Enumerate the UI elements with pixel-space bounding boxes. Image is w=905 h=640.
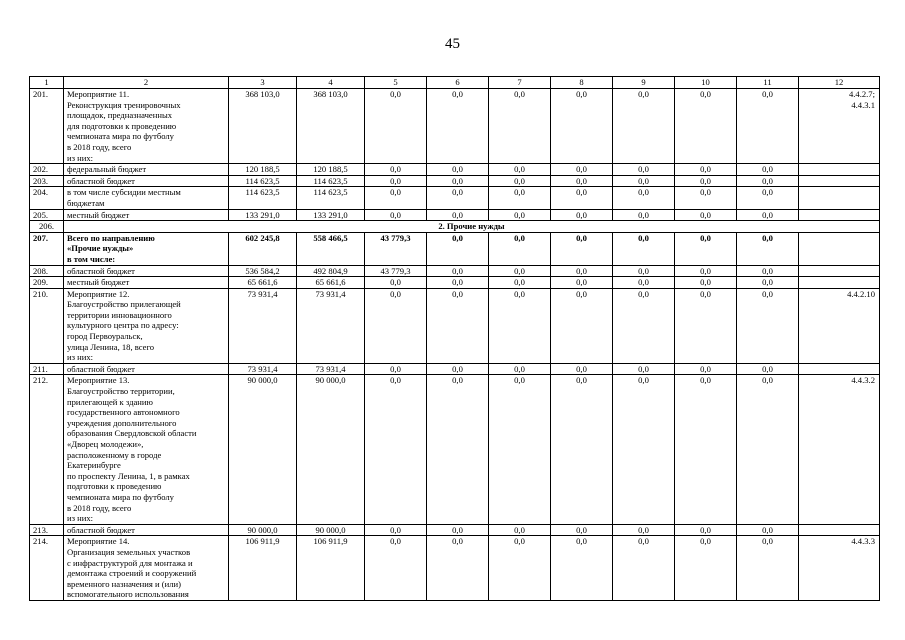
value-cell: 0,0	[613, 288, 675, 363]
value-cell: 0,0	[613, 232, 675, 265]
table-row	[30, 164, 880, 176]
value-cell: 0,0	[675, 277, 737, 289]
value-cell: 0,0	[675, 175, 737, 187]
value-cell: 0,0	[365, 175, 427, 187]
value-cell: 492 804,9	[297, 265, 365, 277]
value-cell: 0,0	[737, 187, 799, 209]
value-cell: 0,0	[427, 164, 489, 176]
column-header: 4	[297, 77, 365, 89]
column-header: 9	[613, 77, 675, 89]
value-cell: 0,0	[427, 187, 489, 209]
row-name: Мероприятие 12. Благоустройство прилегающей территории инновационного культурного центра по адресу: город Первоуральск, улица Ленина, 18, всего из них:	[64, 288, 229, 363]
row-name: областной бюджет	[64, 265, 229, 277]
value-cell: 0,0	[427, 89, 489, 164]
value-cell: 0,0	[551, 164, 613, 176]
value-cell: 114 623,5	[229, 187, 297, 209]
value-cell: 0,0	[551, 524, 613, 536]
value-cell: 0,0	[675, 187, 737, 209]
value-cell: 73 931,4	[229, 363, 297, 375]
value-cell: 114 623,5	[297, 175, 365, 187]
value-cell: 0,0	[365, 363, 427, 375]
value-cell: 90 000,0	[297, 524, 365, 536]
row-number: 205.	[30, 209, 64, 221]
reference-cell	[799, 277, 880, 289]
value-cell: 0,0	[613, 363, 675, 375]
value-cell: 0,0	[675, 536, 737, 601]
value-cell: 0,0	[427, 175, 489, 187]
value-cell: 90 000,0	[297, 375, 365, 524]
value-cell: 0,0	[427, 536, 489, 601]
value-cell: 0,0	[427, 277, 489, 289]
value-cell: 0,0	[737, 209, 799, 221]
value-cell: 0,0	[675, 232, 737, 265]
value-cell: 0,0	[489, 164, 551, 176]
row-name: областной бюджет	[64, 524, 229, 536]
value-cell: 0,0	[427, 232, 489, 265]
value-cell: 0,0	[551, 209, 613, 221]
row-name: Мероприятие 13. Благоустройство территории, прилегающей к зданию государственного автономного учреждения дополнительного образования Свердловской области «Дворец молодежи», расположенному в городе Екатеринбурге по проспекту Ленина, 1, в рамках подготовки к проведению чемпионата мира по футболу в 2018 году, всего из них:	[64, 375, 229, 524]
column-header: 11	[737, 77, 799, 89]
row-name: федеральный бюджет	[64, 164, 229, 176]
table-row	[30, 536, 880, 601]
reference-cell: 4.4.3.3	[799, 536, 880, 601]
row-name: в том числе субсидии местным бюджетам	[64, 187, 229, 209]
value-cell: 106 911,9	[297, 536, 365, 601]
value-cell: 0,0	[737, 363, 799, 375]
table-row	[30, 288, 880, 363]
value-cell: 0,0	[489, 265, 551, 277]
table-row	[30, 232, 880, 265]
value-cell: 0,0	[675, 288, 737, 363]
reference-cell	[799, 232, 880, 265]
value-cell: 0,0	[551, 288, 613, 363]
table-row	[30, 524, 880, 536]
value-cell: 0,0	[737, 288, 799, 363]
row-name: местный бюджет	[64, 209, 229, 221]
row-name: областной бюджет	[64, 175, 229, 187]
row-name: Всего по направлению «Прочие нужды» в том числе:	[64, 232, 229, 265]
value-cell: 114 623,5	[297, 187, 365, 209]
value-cell: 0,0	[551, 265, 613, 277]
value-cell: 602 245,8	[229, 232, 297, 265]
value-cell: 558 466,5	[297, 232, 365, 265]
row-number: 214.	[30, 536, 64, 601]
value-cell: 0,0	[489, 89, 551, 164]
value-cell: 0,0	[489, 277, 551, 289]
value-cell: 0,0	[489, 363, 551, 375]
value-cell: 0,0	[365, 89, 427, 164]
value-cell: 0,0	[365, 288, 427, 363]
value-cell: 0,0	[489, 187, 551, 209]
column-header: 3	[229, 77, 297, 89]
table-row	[30, 187, 880, 209]
row-name: Мероприятие 14. Организация земельных участков с инфраструктурой для монтажа и демонтажа строений и сооружений временного назначения и (или) вспомогательного использования	[64, 536, 229, 601]
value-cell: 0,0	[551, 89, 613, 164]
row-name: местный бюджет	[64, 277, 229, 289]
value-cell: 0,0	[551, 232, 613, 265]
row-number: 202.	[30, 164, 64, 176]
value-cell: 0,0	[489, 232, 551, 265]
value-cell: 0,0	[365, 164, 427, 176]
section-row	[30, 221, 880, 233]
value-cell: 133 291,0	[229, 209, 297, 221]
value-cell: 0,0	[365, 187, 427, 209]
value-cell: 0,0	[675, 524, 737, 536]
value-cell: 0,0	[737, 232, 799, 265]
value-cell: 0,0	[489, 288, 551, 363]
value-cell: 0,0	[675, 164, 737, 176]
column-header: 10	[675, 77, 737, 89]
value-cell: 0,0	[613, 375, 675, 524]
row-name: Мероприятие 11. Реконструкция тренировочных площадок, предназначенных для подготовки к проведению чемпионата мира по футболу в 2018 году, всего из них:	[64, 89, 229, 164]
value-cell: 0,0	[613, 187, 675, 209]
value-cell: 0,0	[427, 375, 489, 524]
value-cell: 0,0	[551, 363, 613, 375]
value-cell: 0,0	[365, 536, 427, 601]
value-cell: 0,0	[551, 536, 613, 601]
value-cell: 133 291,0	[297, 209, 365, 221]
value-cell: 43 779,3	[365, 232, 427, 265]
reference-cell	[799, 175, 880, 187]
table-row	[30, 209, 880, 221]
row-number: 213.	[30, 524, 64, 536]
value-cell: 0,0	[365, 277, 427, 289]
value-cell: 0,0	[551, 187, 613, 209]
table-row	[30, 89, 880, 164]
value-cell: 368 103,0	[229, 89, 297, 164]
value-cell: 0,0	[427, 363, 489, 375]
value-cell: 0,0	[737, 277, 799, 289]
value-cell: 0,0	[675, 89, 737, 164]
row-number: 207.	[30, 232, 64, 265]
value-cell: 0,0	[613, 524, 675, 536]
value-cell: 43 779,3	[365, 265, 427, 277]
value-cell: 0,0	[613, 277, 675, 289]
reference-cell: 4.4.3.2	[799, 375, 880, 524]
value-cell: 0,0	[551, 277, 613, 289]
value-cell: 65 661,6	[297, 277, 365, 289]
value-cell: 0,0	[613, 89, 675, 164]
page-number: 45	[445, 36, 460, 52]
column-header: 5	[365, 77, 427, 89]
column-header: 7	[489, 77, 551, 89]
table-body-bottom	[30, 232, 880, 600]
reference-cell	[799, 209, 880, 221]
value-cell: 0,0	[613, 265, 675, 277]
row-number: 201.	[30, 89, 64, 164]
value-cell: 0,0	[427, 265, 489, 277]
section-title: 2. Прочие нужды	[64, 221, 880, 233]
column-header: 8	[551, 77, 613, 89]
value-cell: 0,0	[365, 375, 427, 524]
value-cell: 114 623,5	[229, 175, 297, 187]
column-header: 1	[30, 77, 64, 89]
row-number: 211.	[30, 363, 64, 375]
value-cell: 0,0	[365, 209, 427, 221]
value-cell: 0,0	[675, 363, 737, 375]
value-cell: 73 931,4	[229, 288, 297, 363]
table-body-top	[30, 77, 880, 221]
table-row	[30, 265, 880, 277]
value-cell: 0,0	[613, 164, 675, 176]
value-cell: 0,0	[613, 209, 675, 221]
section-header-body	[30, 221, 880, 233]
reference-cell	[799, 524, 880, 536]
column-header: 6	[427, 77, 489, 89]
value-cell: 0,0	[427, 288, 489, 363]
value-cell: 0,0	[551, 175, 613, 187]
value-cell: 0,0	[737, 536, 799, 601]
value-cell: 0,0	[737, 265, 799, 277]
reference-cell	[799, 265, 880, 277]
value-cell: 0,0	[613, 536, 675, 601]
budget-table	[29, 76, 880, 601]
table-row	[30, 175, 880, 187]
value-cell: 120 188,5	[229, 164, 297, 176]
row-number: 204.	[30, 187, 64, 209]
reference-cell	[799, 187, 880, 209]
row-number: 206.	[30, 221, 64, 233]
value-cell: 65 661,6	[229, 277, 297, 289]
value-cell: 0,0	[613, 175, 675, 187]
value-cell: 0,0	[675, 375, 737, 524]
row-name: областной бюджет	[64, 363, 229, 375]
value-cell: 90 000,0	[229, 375, 297, 524]
column-header-row	[30, 77, 880, 89]
value-cell: 120 188,5	[297, 164, 365, 176]
table-row	[30, 277, 880, 289]
column-header: 12	[799, 77, 880, 89]
value-cell: 0,0	[737, 524, 799, 536]
reference-cell: 4.4.2.7; 4.4.3.1	[799, 89, 880, 164]
value-cell: 368 103,0	[297, 89, 365, 164]
reference-cell	[799, 164, 880, 176]
table-row	[30, 375, 880, 524]
value-cell: 0,0	[675, 265, 737, 277]
value-cell: 0,0	[489, 536, 551, 601]
value-cell: 0,0	[365, 524, 427, 536]
value-cell: 0,0	[737, 375, 799, 524]
value-cell: 0,0	[489, 375, 551, 524]
reference-cell	[799, 363, 880, 375]
reference-cell: 4.4.2.10	[799, 288, 880, 363]
column-header: 2	[64, 77, 229, 89]
value-cell: 106 911,9	[229, 536, 297, 601]
row-number: 210.	[30, 288, 64, 363]
value-cell: 0,0	[489, 175, 551, 187]
value-cell: 0,0	[427, 209, 489, 221]
value-cell: 90 000,0	[229, 524, 297, 536]
value-cell: 0,0	[489, 524, 551, 536]
value-cell: 73 931,4	[297, 363, 365, 375]
value-cell: 73 931,4	[297, 288, 365, 363]
value-cell: 0,0	[675, 209, 737, 221]
value-cell: 536 584,2	[229, 265, 297, 277]
table-row	[30, 363, 880, 375]
value-cell: 0,0	[551, 375, 613, 524]
value-cell: 0,0	[489, 209, 551, 221]
row-number: 209.	[30, 277, 64, 289]
value-cell: 0,0	[737, 89, 799, 164]
row-number: 212.	[30, 375, 64, 524]
value-cell: 0,0	[737, 164, 799, 176]
row-number: 208.	[30, 265, 64, 277]
value-cell: 0,0	[737, 175, 799, 187]
value-cell: 0,0	[427, 524, 489, 536]
row-number: 203.	[30, 175, 64, 187]
